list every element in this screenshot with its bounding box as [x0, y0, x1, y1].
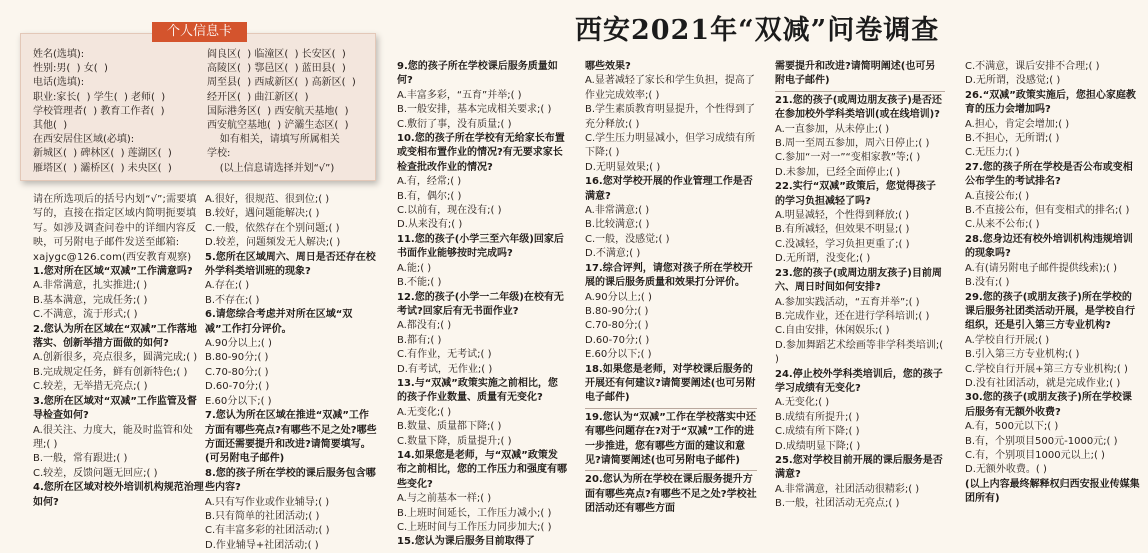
answer-option[interactable]: A.90分以上;( ) — [205, 338, 272, 350]
answer-option[interactable]: C.没减轻，学习负担更重了;( ) — [775, 238, 910, 250]
answer-option[interactable]: A.很好，很规范、很到位;( ) — [205, 194, 330, 205]
question-text: 26.“双减”政策实施后，您担心家庭教育的压力会增加吗? — [965, 89, 1136, 116]
answer-option[interactable]: D.没有社团活动，就是完成作业;( ) — [965, 377, 1121, 389]
question-text: 需要提升和改进?请简明阐述(也可另附电子邮件) — [775, 61, 936, 87]
answer-option[interactable]: A.非常满意，社团活动很精彩;( ) — [775, 483, 920, 495]
question-text: 9.您的孩子所在学校课后服务质量如何? — [397, 61, 558, 87]
answer-option[interactable]: A.与之前基本一样;( ) — [397, 493, 492, 505]
answer-option[interactable]: A.只有写作业或作业辅导;( ) — [205, 496, 330, 508]
answer-option[interactable]: C.有作业，无考试;( ) — [397, 349, 492, 361]
answer-option[interactable]: B.数量、质量都下降;( ) — [397, 421, 502, 433]
answer-option[interactable]: B.80-90分;( ) — [585, 305, 649, 317]
question-text: 1.您对所在区域“双减”工作满意吗? — [33, 266, 193, 278]
answer-option[interactable]: D.60-70分;( ) — [585, 334, 650, 346]
question-column-1 — [33, 193, 205, 510]
answer-option[interactable]: C.有，个别项目1000元以上;( ) — [965, 449, 1105, 461]
answer-option[interactable]: D.无所谓，没变化;( ) — [775, 253, 871, 265]
answer-option[interactable]: 请在所选项后的括号内划“√”;需要填写的，直接在指定区域内简明扼要填写。如涉及调查问卷中的详细内容反映，可另附电子邮件发送至邮箱: xajygc@126.com(西安教育观察) — [33, 194, 197, 263]
answer-option[interactable]: C.70-80分;( ) — [205, 366, 269, 378]
question-text: 14.如果您是老师，与“双减”政策发布之前相比，您的工作压力和强度有哪些变化? — [397, 449, 567, 490]
answer-option[interactable]: C.从来不公布;( ) — [965, 219, 1040, 231]
answer-option[interactable]: B.一般，常有跟进;( ) — [33, 453, 128, 465]
answer-option[interactable]: D.作业辅导+社团活动;( ) — [205, 539, 319, 551]
answer-option[interactable]: C.以前有，现在没有;( ) — [397, 205, 502, 217]
answer-option[interactable]: C.学校自行开展+第三方专业机构;( ) — [965, 363, 1128, 375]
answer-option[interactable]: A.都没有;( ) — [397, 320, 452, 332]
question-text: 22.实行“双减”政策后，您觉得孩子的学习负担减轻了吗? — [775, 181, 936, 207]
answer-option[interactable]: B.完成作业，还在进行学科培训;( ) — [775, 310, 930, 322]
answer-option[interactable]: C.70-80分;( ) — [585, 320, 649, 332]
question-text: 19.您认为“双减”工作在学校落实中还有哪些问题存在?对于“双减”工作的进一步推进，您有哪些方面的建议和意见?请简要阐述(也可另附电子邮件) — [585, 411, 756, 466]
answer-option[interactable]: B.较好，遇问题能解决;( ) — [205, 208, 320, 220]
question-text: 17.综合评判，请您对孩子所在学校开展的课后服务质量和效果打分评价。 — [585, 262, 753, 289]
answer-option[interactable]: B.成绩有所提升;( ) — [775, 411, 860, 423]
answer-option[interactable]: C.敷衍了事，没有质量;( ) — [397, 118, 512, 130]
answer-option[interactable]: A.90分以上;( ) — [585, 291, 652, 303]
answer-option[interactable]: A.显著减轻了家长和学生负担，提高了作业完成效率;( ) — [585, 75, 755, 101]
answer-option[interactable]: B.只有简单的社团活动;( ) — [205, 510, 320, 522]
answer-option[interactable]: C.参加“一对一”“变相家教”等;( ) — [775, 152, 921, 164]
answer-option[interactable]: A.非常满意，扎实推进;( ) — [33, 280, 148, 292]
answer-option[interactable]: A.学校自行开展;( ) — [965, 334, 1050, 346]
answer-option[interactable]: D.有考试，无作业;( ) — [397, 363, 493, 375]
answer-option[interactable]: C.上班时间与工作压力同步加大;( ) — [397, 522, 552, 533]
answer-option[interactable]: A.存在;( ) — [205, 280, 250, 292]
question-text: 2.您认为所在区域在“双减”工作落地落实、创新举措方面做的如何? — [33, 323, 197, 350]
answer-option[interactable]: D.成绩明显下降;( ) — [775, 440, 861, 452]
answer-option[interactable]: B.有，偶尔;( ) — [397, 190, 462, 202]
question-text: (以上内容最终解释权归西安报业传媒集团所有) — [965, 478, 1140, 505]
question-text: 6.请您综合考虑并对所在区域“双减”工作打分评价。 — [205, 309, 353, 335]
question-text: 8.您的孩子所在学校的课后服务包含哪些内容? — [205, 467, 376, 494]
question-text: 13.与“双减”政策实施之前相比，您的孩子作业数量、质量有无变化? — [397, 377, 558, 404]
answer-option[interactable]: A.一直参加，从未停止;( ) — [775, 123, 890, 135]
section-divider — [585, 470, 757, 471]
question-text: 7.您认为所在区域在推进“双减”工作方面有哪些亮点?有哪些不足之处?哪些方面还需要提升和改进?请简要填写。(可另附电子邮件) — [205, 410, 377, 465]
answer-option[interactable]: A.明显减轻，个性得到释放;( ) — [775, 210, 910, 222]
answer-option[interactable]: D.60-70分;( ) — [205, 381, 270, 393]
question-text: 5.您所在区域周六、周日是否还存在校外学科类培训班的现象? — [205, 251, 376, 278]
answer-option[interactable]: C.学生压力明显减小，但学习成绩有所下降;( ) — [585, 133, 756, 159]
answer-option[interactable]: C.不满意，流于形式;( ) — [33, 309, 138, 321]
card-right-fields: 阎良区( ) 临潼区( ) 长安区( ) 高陵区( ) 鄠邑区( ) 蓝田县( ) 周至县( ) 西咸新区( ) 高新区( ) 经开区( ) 曲江新区( ) 国际港务区( ) 西安航天基地( ) 西安航空基地( ) 浐灞生态区( ) 如有相关，请填写所属相关 学校: (以上信息请选择并划“√”) — [207, 49, 356, 174]
answer-option[interactable]: A.有，经常;( ) — [397, 176, 462, 188]
page-title: 西安2021年“双减”问卷调查 — [575, 15, 940, 46]
answer-option[interactable]: E.60分以下;( ) — [205, 395, 272, 407]
answer-option[interactable]: D.不满意;( ) — [585, 248, 641, 260]
question-column-4 — [585, 60, 757, 517]
answer-option[interactable]: A.丰富多彩，“五育”并举;( ) — [397, 89, 522, 101]
answer-option[interactable]: C.一般，没感觉;( ) — [585, 233, 670, 245]
question-text: 4.您所在区域对校外培训机构规范治理如何? — [33, 482, 204, 508]
question-text: 24.停止校外学科类培训后，您的孩子学习成绩有无变化? — [775, 368, 943, 394]
answer-option[interactable]: A.无变化;( ) — [397, 406, 452, 418]
answer-option[interactable]: C.无压力;( ) — [965, 147, 1020, 159]
answer-option[interactable]: E.60分以下;( ) — [585, 349, 652, 361]
answer-option[interactable]: C.数量下降，质量提升;( ) — [397, 435, 512, 447]
answer-option[interactable]: C.成绩有所下降;( ) — [775, 426, 860, 438]
answer-option[interactable]: B.没有;( ) — [965, 277, 1010, 289]
answer-option[interactable]: B.有所减轻，但效果不明显;( ) — [775, 224, 910, 236]
answer-option[interactable]: C.自由安排，休闲娱乐;( ) — [775, 325, 890, 337]
answer-option[interactable]: B.周一至周五参加，周六日停止;( ) — [775, 138, 930, 150]
question-text: 30.您的孩子(或朋友孩子)所在学校课后服务有无额外收费? — [965, 392, 1132, 418]
question-text: 23.您的孩子(或周边朋友孩子)目前周六、周日时间如何安排? — [775, 267, 942, 294]
question-text: 11.您的孩子(小学三至六年级)回家后书面作业能够按时完成吗? — [397, 233, 564, 260]
question-column-3 — [397, 60, 567, 550]
answer-option[interactable]: C.较差，反馈问题无回应;( ) — [33, 467, 158, 479]
answer-option[interactable]: B.上班时间延长，工作压力减小;( ) — [397, 507, 552, 519]
question-text: 16.您对学校开展的作业管理工作是否满意? — [585, 176, 753, 202]
question-text: 28.您身边还有校外培训机构违规培训的现象吗? — [965, 233, 1133, 260]
answer-option[interactable]: B.学生素质教育明显提升，个性得到了充分释放;( ) — [585, 104, 756, 130]
question-text: 18.如果您是老师，对学校课后服务的开展还有何建议?请简要阐述(也可另附电子邮件) — [585, 363, 756, 404]
answer-option[interactable]: B.引入第三方专业机构;( ) — [965, 349, 1080, 361]
answer-option[interactable]: A.担心，肯定会增加;( ) — [965, 118, 1070, 130]
card-header: 个人信息卡 — [152, 22, 247, 42]
answer-option[interactable]: A.非常满意;( ) — [585, 205, 650, 217]
question-text: 29.您的孩子(或朋友孩子)所在学校的课后服务社团类活动开展，是学校自行组织，还是引入第三方专业机构? — [965, 291, 1135, 332]
answer-option[interactable]: B.不担心，无所谓;( ) — [965, 133, 1060, 145]
question-column-2 — [205, 193, 377, 553]
section-divider — [775, 91, 945, 92]
answer-option[interactable]: C.较差，无举措无亮点;( ) — [33, 381, 148, 393]
question-text: 哪些效果? — [585, 61, 631, 72]
answer-option[interactable]: A.很关注、力度大，能及时监管和处理;( ) — [33, 424, 193, 450]
answer-option[interactable]: D.从来没有;( ) — [397, 219, 463, 231]
answer-option[interactable]: A.能;( ) — [397, 262, 432, 274]
answer-option[interactable]: C.有丰富多彩的社团活动;( ) — [205, 525, 330, 537]
question-text: 12.您的孩子(小学一二年级)在校有无考试?回家后有无书面作业? — [397, 291, 564, 317]
answer-option[interactable]: B.一般安排，基本完成相关要求;( ) — [397, 104, 552, 116]
answer-option[interactable]: A.参加实践活动，“五育并举”;( ) — [775, 296, 920, 308]
answer-option[interactable]: B.不直接公布，但有变相式的排名;( ) — [965, 205, 1130, 217]
answer-option[interactable]: B.基本满意，完成任务;( ) — [33, 294, 148, 306]
question-text: 27.您的孩子所在学校是否公布或变相公布学生的考试排名? — [965, 161, 1133, 188]
answer-option[interactable]: A.直接公布;( ) — [965, 190, 1030, 202]
question-column-5 — [775, 60, 945, 512]
answer-option[interactable]: B.不存在;( ) — [205, 294, 260, 306]
answer-option[interactable]: A.创新很多，亮点很多，圆满完成;( ) — [33, 352, 198, 364]
answer-option[interactable]: D.较差，问题频发无人解决;( ) — [205, 237, 341, 249]
answer-option[interactable]: D.无明显效果;( ) — [585, 161, 661, 173]
answer-option[interactable]: A.有，500元以下;( ) — [965, 421, 1059, 433]
answer-option[interactable]: D.无所谓，没感觉;( ) — [965, 75, 1061, 87]
answer-option[interactable]: D.未参加，已经全面停止;( ) — [775, 166, 901, 178]
question-text: 21.您的孩子(或周边朋友孩子)是否还在参加校外学科类培训(或在线培训)? — [775, 94, 942, 121]
question-text: 15.您认为课后服务目前取得了 — [397, 536, 535, 548]
answer-option[interactable]: B.80-90分;( ) — [205, 352, 269, 364]
answer-option[interactable]: B.完成规定任务，鲜有创新特色;( ) — [33, 366, 188, 378]
answer-option[interactable]: B.都有;( ) — [397, 334, 442, 346]
card-left-fields: 姓名(选填): 性别:男( ) 女( ) 电话(选填): 职业:家长( ) 学生( ) 老师( ) 学校管理者( ) 教育工作者( ) 其他( ) 在西安居住区域(必填): 新城区( ) 碑林区( ) 莲湖区( ) 雁塔区( ) 灞桥区( ) 未央区( ) — [33, 49, 172, 174]
question-text: 25.您对学校目前开展的课后服务是否满意? — [775, 454, 943, 481]
answer-option[interactable]: B.有，个别项目500元-1000元;( ) — [965, 435, 1118, 447]
question-text: 20.您认为所在学校在课后服务提升方面有哪些亮点?有哪些不足之处?学校社团活动还有哪些方面 — [585, 474, 757, 515]
answer-option[interactable]: D.无额外收费。( ) — [965, 464, 1047, 476]
answer-option[interactable]: C.不满意，课后安排不合理;( ) — [965, 61, 1100, 72]
answer-option[interactable]: A.无变化;( ) — [775, 397, 830, 409]
answer-option[interactable]: C.一般，依然存在个别问题;( ) — [205, 222, 340, 234]
answer-option[interactable]: A.有(请另附电子邮件提供线索);( ) — [965, 262, 1117, 274]
answer-option[interactable]: B.不能;( ) — [397, 277, 442, 289]
question-text: 10.您的孩子所在学校有无给家长布置或变相布置作业的情况?有无要求家长检查批改作业的情况? — [397, 133, 565, 173]
section-divider — [585, 408, 757, 409]
personal-info-card — [20, 33, 376, 181]
answer-option[interactable]: D.参加舞蹈艺术绘画等非学科类培训;( ) — [775, 339, 944, 366]
question-column-6 — [965, 60, 1140, 507]
answer-option[interactable]: B.一般，社团活动无亮点;( ) — [775, 498, 900, 510]
question-text: 3.您所在区域对“双减”工作监管及督导检查如何? — [33, 395, 197, 422]
answer-option[interactable]: B.比较满意;( ) — [585, 219, 650, 231]
